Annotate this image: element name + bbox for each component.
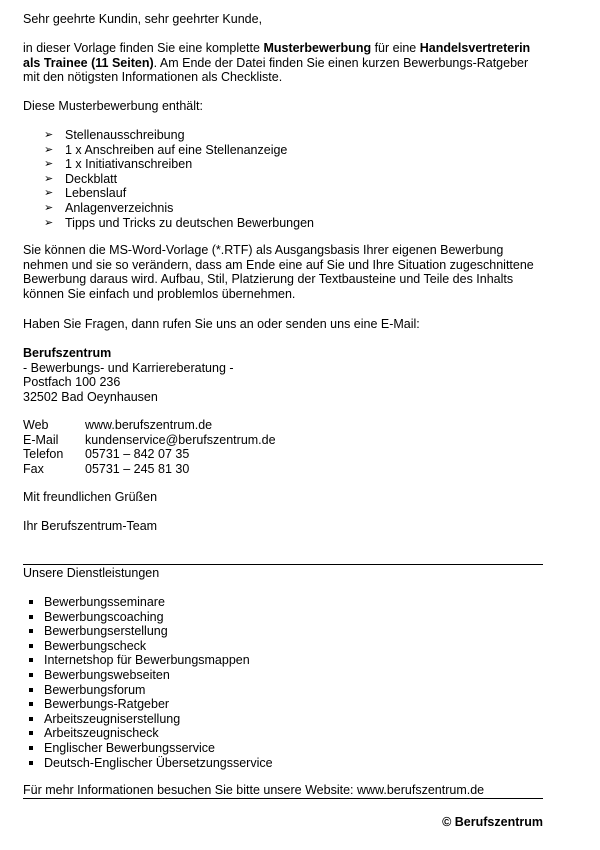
contact-row-email [23,433,544,448]
square-bullet-icon [29,600,33,604]
square-bullet-icon [29,731,33,735]
divider-bottom [23,798,543,799]
list-item: Arbeitszeugniserstellung [23,712,544,727]
square-bullet-icon [29,629,33,633]
list-item: Bewerbungsseminare [23,595,544,610]
list-item: Bewerbungswebseiten [23,668,544,683]
questions-line: Haben Sie Fragen, dann rufen Sie uns an oder senden uns eine E-Mail: [23,317,420,331]
contact-block [23,418,544,476]
address-city: 32502 Bad Oeynhausen [23,389,158,404]
more-info-line: Für mehr Informationen besuchen Sie bitte unsere Website: www.berufszentrum.de [23,783,485,797]
arrow-bullet-icon: ➢ [44,129,54,141]
list-item: Englischer Bewerbungsservice [23,741,544,756]
contents-heading: Diese Musterbewerbung enthält: [23,99,203,113]
list-item: Arbeitszeugnischeck [23,726,544,741]
contact-label: Telefon [23,447,64,462]
contents-list [23,128,544,230]
square-bullet-icon [29,644,33,648]
word-template-paragraph: Sie können die MS-Word-Vorlage (*.RTF) als Ausgangsbasis Ihrer eigenen Bewerbung nehmen und sie so verändern, dass am Ende eine auf Sie und Ihre Situation zugeschnittene Bewerbung daraus wird. Aufbau, Stil, Platzierung der Textbausteine und Teile des Inhalts können Sie einfach und problemlos übernehmen. [23,243,534,301]
list-item: ➢ Deckblatt [44,171,118,186]
closing-line: Mit freundlichen Grüßen [23,490,158,504]
arrow-bullet-icon: ➢ [44,187,54,200]
copyright-notice: © Berufszentrum [442,815,543,829]
list-item: Bewerbungscoaching [23,610,544,625]
contact-label: Fax [23,461,44,476]
arrow-bullet-icon: ➢ [44,201,54,214]
square-bullet-icon [29,702,33,706]
company-name: Berufszentrum [23,346,112,360]
intro-text-3: . Am Ende der Datei finden Sie einen kurzen Bewerbungs-Ratgeber mit den nötigsten Informationen als Checkliste. [23,55,529,85]
services-list [23,595,544,770]
list-item: Bewerbungscheck [23,639,544,654]
arrow-bullet-icon: ➢ [44,143,54,156]
contact-label: E-Mail [23,432,59,447]
intro-text-2: für eine [371,41,420,55]
list-item: Bewerbungsforum [23,683,544,698]
list-item: Internetshop für Bewerbungsmappen [23,653,544,668]
address-block [23,346,544,404]
signature-line: Ihr Berufszentrum-Team [23,519,158,533]
square-bullet-icon [29,717,33,721]
contact-row-fax [23,462,544,477]
arrow-bullet-icon: ➢ [44,158,54,171]
square-bullet-icon [29,688,33,692]
list-item: ➢ Stellenausschreibung [44,128,185,142]
intro-paragraph [23,41,544,85]
square-bullet-icon [29,746,33,750]
list-item: Deutsch-Englischer Übersetzungsservice [23,756,544,771]
email-link[interactable]: kundenservice@berufszentrum.de [85,432,276,447]
list-item: Bewerbungs-Ratgeber [23,697,544,712]
contact-label: Web [23,418,49,432]
intro-bold-position: Handelsvertreterin als Trainee (11 Seiten) [23,41,531,70]
list-item: ➢ Anlagenverzeichnis [44,200,174,215]
list-item: ➢ Lebenslauf [44,186,127,201]
salutation: Sehr geehrte Kundin, sehr geehrter Kunde, [23,12,263,26]
company-tagline: - Bewerbungs- und Karriereberatung - [23,360,234,375]
contact-row-phone [23,447,544,462]
fax-number: 05731 – 245 81 30 [85,461,190,476]
address-street: Postfach 100 236 [23,375,121,390]
intro-bold-musterbewerbung: Musterbewerbung [263,41,372,55]
list-item: Bewerbungserstellung [23,624,544,639]
services-heading: Unsere Dienstleistungen [23,566,160,580]
square-bullet-icon [29,615,33,619]
arrow-bullet-icon: ➢ [44,216,54,229]
square-bullet-icon [29,673,33,677]
divider-top [23,564,543,565]
square-bullet-icon [29,761,33,765]
intro-text-1: in dieser Vorlage finden Sie eine komplette [23,41,264,55]
list-item: ➢ 1 x Anschreiben auf eine Stellenanzeige [44,142,288,157]
phone-number: 05731 – 842 07 35 [85,447,190,462]
arrow-bullet-icon: ➢ [44,172,54,185]
list-item: ➢ 1 x Initiativanschreiben [44,157,193,172]
square-bullet-icon [29,658,33,662]
list-item: ➢ Tipps und Tricks zu deutschen Bewerbungen [44,215,314,230]
website-link[interactable]: www.berufszentrum.de [85,418,213,432]
contact-row-web [23,418,544,433]
